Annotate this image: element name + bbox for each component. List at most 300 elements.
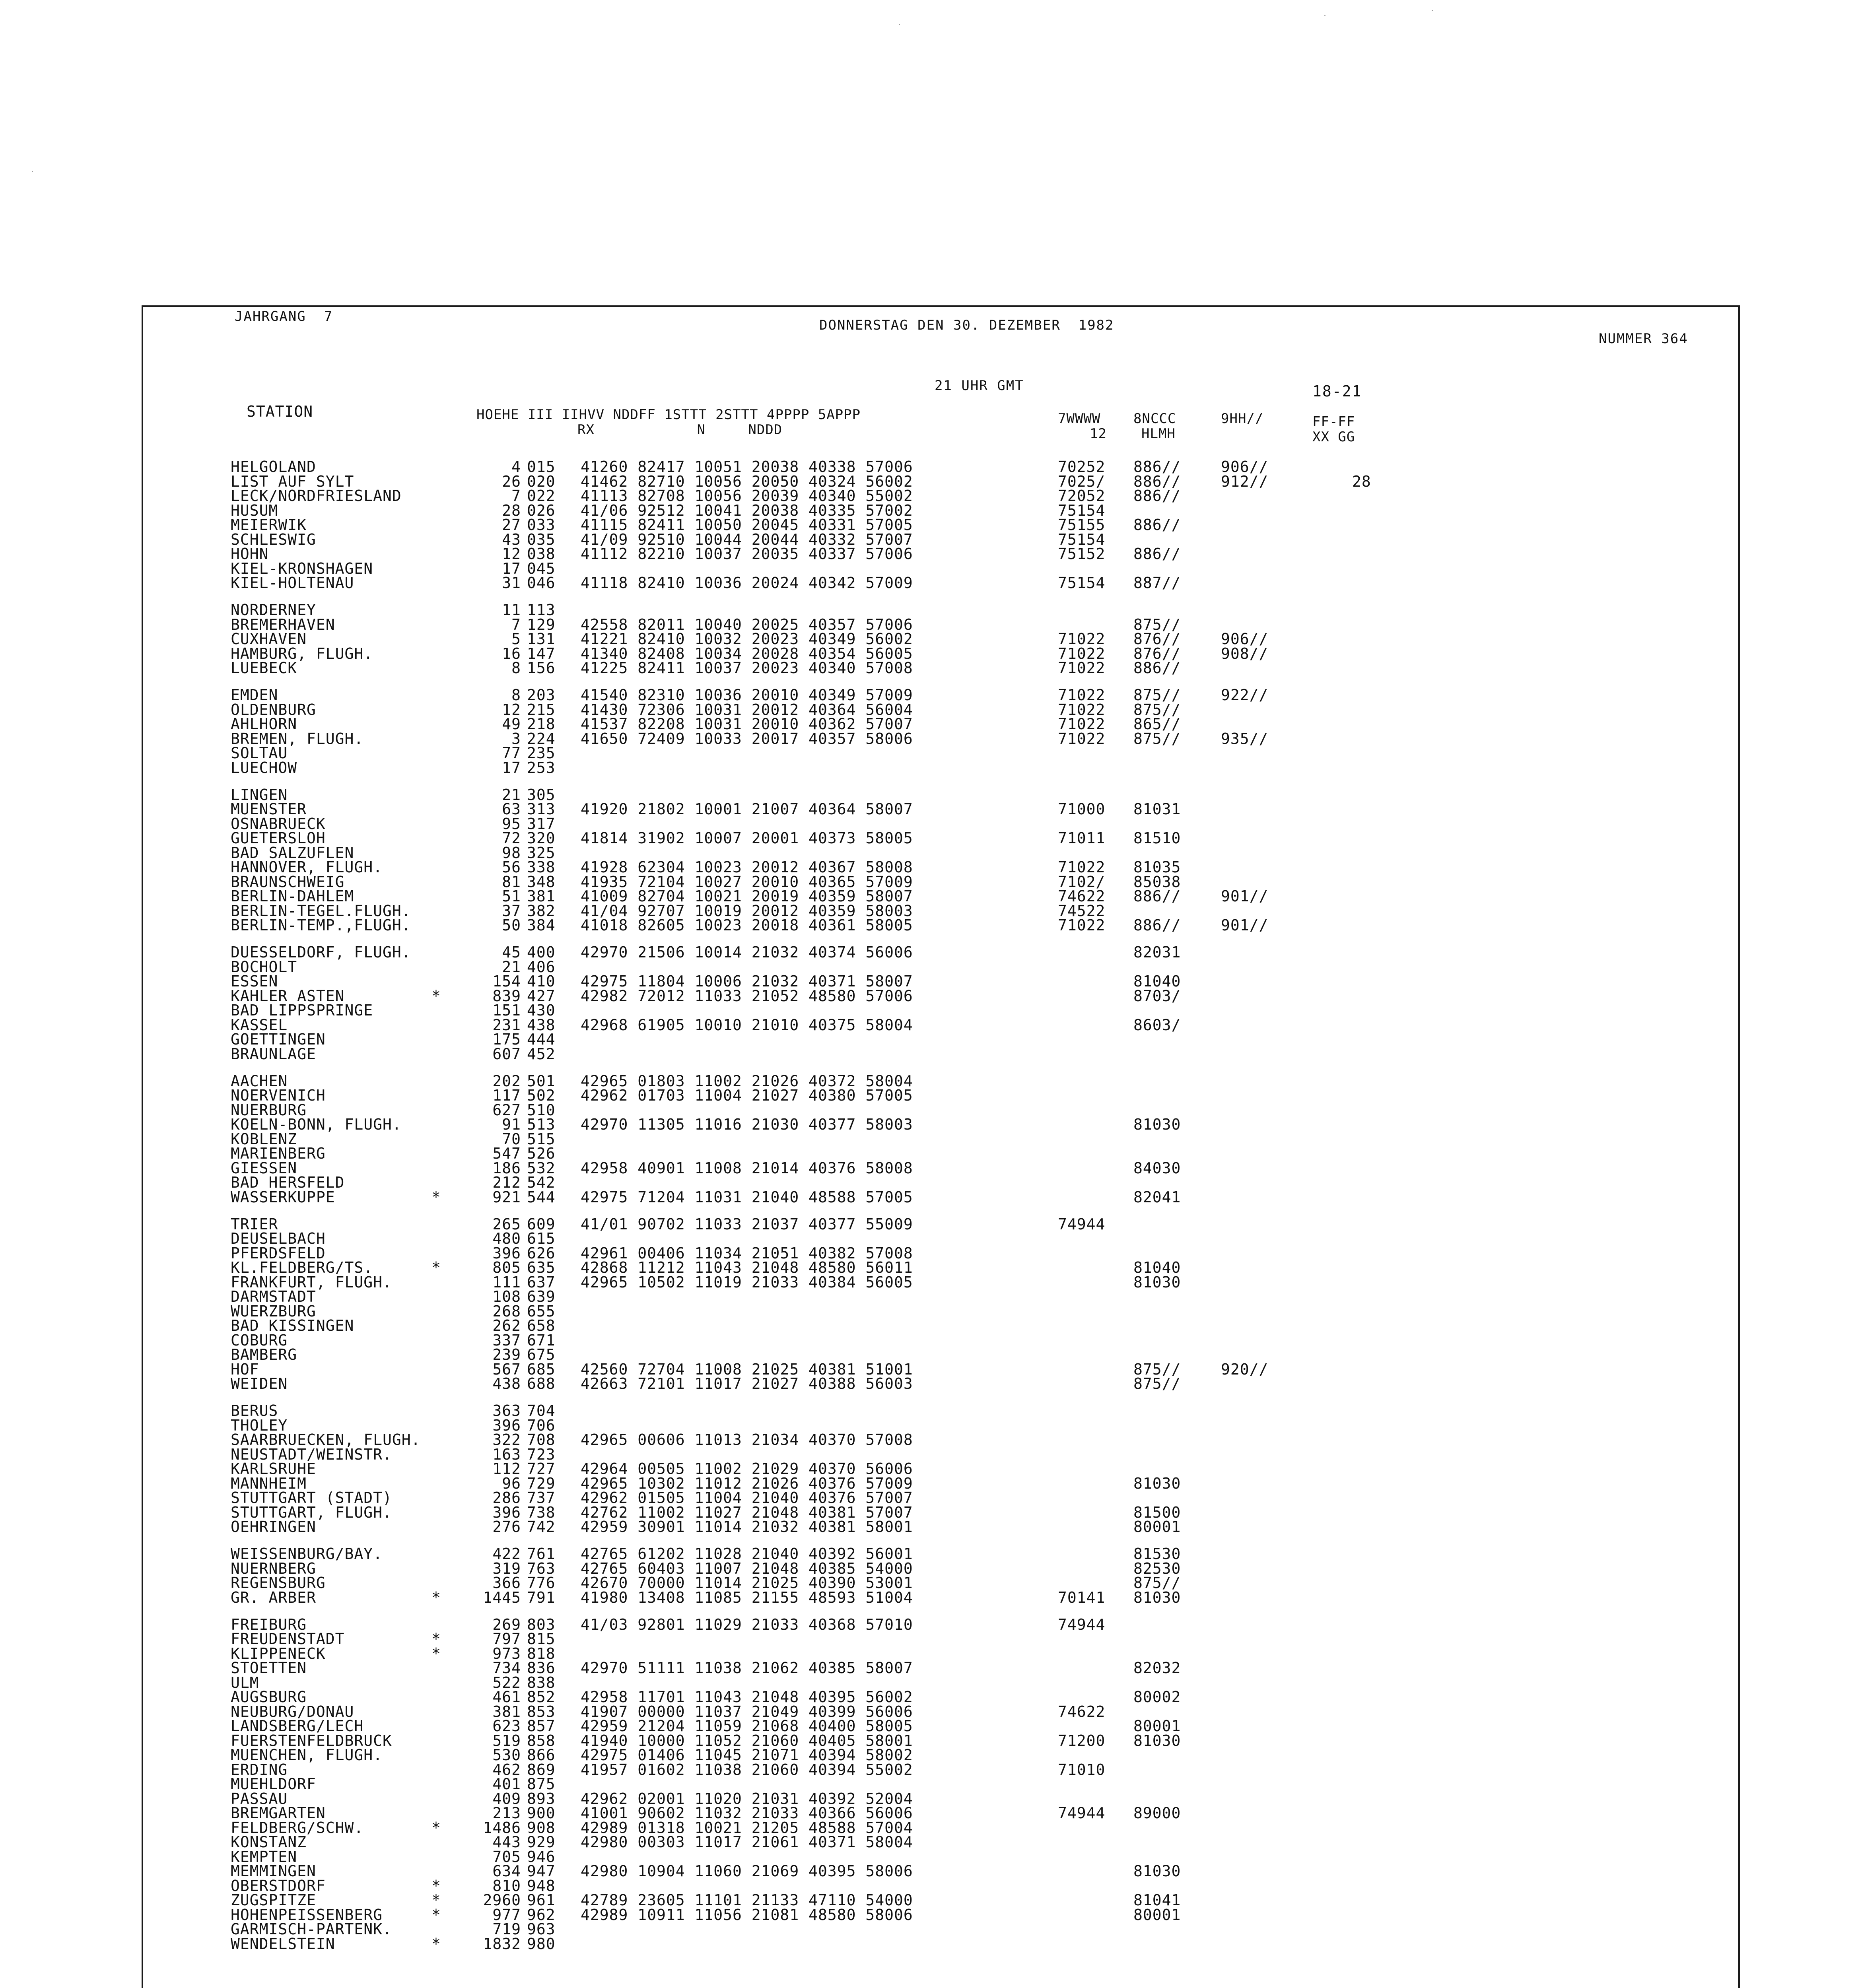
elevation: 623 (492, 1717, 521, 1735)
synop-groups: 41221 82410 10032 20023 40349 56002 (581, 630, 913, 648)
station-name: COBURG (231, 1332, 288, 1349)
group-8nccc: 875// (1133, 701, 1181, 718)
elevation: 17 (502, 759, 521, 777)
station-index: 430 (527, 1002, 556, 1019)
synop-groups: 42964 00505 11002 21029 40370 56006 (581, 1460, 913, 1477)
station-index: 635 (527, 1259, 556, 1276)
station-index: 655 (527, 1303, 556, 1320)
elevation: 3 (511, 730, 521, 747)
elevation: 111 (492, 1274, 521, 1291)
group-8nccc: 81030 (1133, 1475, 1181, 1492)
group-8nccc: 80001 (1133, 1717, 1181, 1735)
mountain-station-mark: * (431, 1645, 441, 1662)
elevation: 422 (492, 1545, 521, 1563)
station-name: BAMBERG (231, 1346, 297, 1363)
synop-groups: 41/09 92510 10044 20044 40332 57007 (581, 531, 913, 548)
group-7wwww: 7102/ (1058, 873, 1106, 891)
mountain-station-mark: * (431, 1259, 441, 1276)
elevation: 522 (492, 1674, 521, 1691)
station-index: 438 (527, 1016, 556, 1034)
group-8nccc: 81530 (1133, 1545, 1181, 1563)
station-index: 313 (527, 800, 556, 818)
station-index: 947 (527, 1862, 556, 1880)
group-7wwww: 75152 (1058, 545, 1106, 563)
table-row (143, 1045, 1495, 1063)
elevation: 734 (492, 1659, 521, 1677)
column-header-7wwww-sub: 12 (1090, 426, 1107, 442)
group-8nccc: 81040 (1133, 1259, 1181, 1276)
station-index: 147 (527, 645, 556, 662)
elevation: 363 (492, 1402, 521, 1419)
station-index: 203 (527, 686, 556, 704)
synop-groups: 42975 11804 10006 21032 40371 58007 (581, 973, 913, 990)
station-index: 382 (527, 902, 556, 920)
synop-groups: 41537 82208 10031 20010 40362 57007 (581, 715, 913, 733)
group-8nccc: 875// (1133, 730, 1181, 747)
elevation: 4 (511, 458, 521, 476)
group-9hh: 901// (1221, 916, 1269, 934)
station-name: KONSTANZ (231, 1833, 307, 1851)
mountain-station-mark: * (431, 1819, 441, 1837)
station-name: MUENSTER (231, 800, 307, 818)
group-7wwww: 70141 (1058, 1589, 1106, 1606)
station-index: 235 (527, 744, 556, 762)
elevation: 319 (492, 1560, 521, 1577)
station-name: PASSAU (231, 1790, 288, 1807)
elevation: 212 (492, 1174, 521, 1191)
synop-groups: 42962 02001 11020 21031 40392 52004 (581, 1790, 913, 1807)
station-index: 046 (527, 574, 556, 592)
station-name: MEIERWIK (231, 516, 307, 534)
elevation: 366 (492, 1574, 521, 1592)
elevation: 98 (502, 844, 521, 862)
group-8nccc: 886// (1133, 473, 1181, 490)
station-index: 688 (527, 1375, 556, 1392)
synop-groups: 41/04 92707 10019 20012 40359 58003 (581, 902, 913, 920)
elevation: 443 (492, 1833, 521, 1851)
station-name: THOLEY (231, 1417, 288, 1434)
station-index: 218 (527, 715, 556, 733)
mountain-station-mark: * (431, 1589, 441, 1606)
station-name: ULM (231, 1674, 259, 1691)
group-8nccc: 886// (1133, 659, 1181, 677)
column-header-7wwww: 7WWWW (1058, 411, 1101, 427)
column-header-main-line2: RX N NDDD (577, 422, 783, 438)
station-name: KLIPPENECK (231, 1645, 326, 1662)
group-8nccc: 82041 (1133, 1188, 1181, 1206)
group-9hh: 920// (1221, 1361, 1269, 1378)
synop-groups: 41018 82605 10023 20018 40361 58005 (581, 916, 913, 934)
station-name: EMDEN (231, 686, 278, 704)
group-7wwww: 75155 (1058, 516, 1106, 534)
group-8nccc: 886// (1133, 887, 1181, 905)
station-index: 853 (527, 1703, 556, 1720)
station-index: 637 (527, 1274, 556, 1291)
elevation: 63 (502, 800, 521, 818)
station-name: LINGEN (231, 786, 288, 804)
station-name: ERDING (231, 1761, 288, 1778)
station-name: OEHRINGEN (231, 1518, 316, 1536)
elevation: 973 (492, 1645, 521, 1662)
station-name: BREMERHAVEN (231, 616, 335, 633)
group-8nccc: 81030 (1133, 1274, 1181, 1291)
station-index: 452 (527, 1045, 556, 1063)
elevation: 269 (492, 1616, 521, 1633)
station-name: BOCHOLT (231, 958, 297, 976)
station-index: 325 (527, 844, 556, 862)
station-name: OLDENBURG (231, 701, 316, 718)
station-index: 708 (527, 1431, 556, 1448)
synop-groups: 41225 82411 10037 20023 40340 57008 (581, 659, 913, 677)
group-8nccc: 886// (1133, 545, 1181, 563)
station-index: 038 (527, 545, 556, 563)
station-index: 869 (527, 1761, 556, 1778)
elevation: 810 (492, 1877, 521, 1895)
synop-groups: 42958 40901 11008 21014 40376 58008 (581, 1159, 913, 1177)
station-name: PFERDSFELD (231, 1244, 326, 1262)
station-index: 156 (527, 659, 556, 677)
station-name: BAD KISSINGEN (231, 1317, 354, 1334)
station-name: GOETTINGEN (231, 1031, 326, 1048)
synop-groups: 41980 13408 11085 21155 48593 51004 (581, 1589, 913, 1606)
synop-groups: 42560 72704 11008 21025 40381 51001 (581, 1361, 913, 1378)
table-frame (142, 305, 1740, 1988)
station-name: BAD HERSFELD (231, 1174, 345, 1191)
station-name: KEMPTEN (231, 1848, 297, 1866)
station-name: HOF (231, 1361, 259, 1378)
column-header-station: STATION (247, 403, 313, 420)
elevation: 8 (511, 659, 521, 677)
elevation: 839 (492, 987, 521, 1005)
elevation: 268 (492, 1303, 521, 1320)
group-7wwww: 74944 (1058, 1215, 1106, 1233)
station-index: 961 (527, 1891, 556, 1909)
station-name: FRANKFURT, FLUGH. (231, 1274, 392, 1291)
station-name: NORDERNEY (231, 601, 316, 619)
group-9hh: 901// (1221, 887, 1269, 905)
station-index: 639 (527, 1288, 556, 1305)
station-index: 900 (527, 1804, 556, 1822)
station-index: 317 (527, 815, 556, 833)
synop-groups: 42965 10502 11019 21033 40384 56005 (581, 1274, 913, 1291)
elevation: 977 (492, 1906, 521, 1924)
elevation: 286 (492, 1489, 521, 1507)
station-index: 763 (527, 1560, 556, 1577)
station-name: BRAUNLAGE (231, 1045, 316, 1063)
station-index: 723 (527, 1446, 556, 1463)
station-name: MEMMINGEN (231, 1862, 316, 1880)
synop-groups: 42868 11212 11043 21048 48580 56011 (581, 1259, 913, 1276)
station-index: 542 (527, 1174, 556, 1191)
elevation: 8 (511, 686, 521, 704)
station-index: 836 (527, 1659, 556, 1677)
elevation: 1832 (483, 1935, 521, 1953)
synop-groups: 42962 01505 11004 21040 40376 57007 (581, 1489, 913, 1507)
group-7wwww: 74622 (1058, 1703, 1106, 1720)
station-name: HANNOVER, FLUGH. (231, 858, 383, 876)
station-name: BRAUNSCHWEIG (231, 873, 345, 891)
synop-groups: 41928 62304 10023 20012 40367 58008 (581, 858, 913, 876)
synop-groups: 41907 00000 11037 21049 40399 56006 (581, 1703, 913, 1720)
synop-groups: 42975 01406 11045 21071 40394 58002 (581, 1746, 913, 1764)
table-row (143, 574, 1495, 592)
station-name: STOETTEN (231, 1659, 307, 1677)
station-index: 035 (527, 531, 556, 548)
station-index: 400 (527, 944, 556, 961)
station-index: 948 (527, 1877, 556, 1895)
station-index: 033 (527, 516, 556, 534)
station-index: 962 (527, 1906, 556, 1924)
station-index: 609 (527, 1215, 556, 1233)
scan-speck (1432, 10, 1433, 11)
elevation: 276 (492, 1518, 521, 1536)
station-name: REGENSBURG (231, 1574, 326, 1592)
synop-groups: 41001 90602 11032 21033 40366 56006 (581, 1804, 913, 1822)
station-name: LUEBECK (231, 659, 297, 677)
group-8nccc: 81035 (1133, 858, 1181, 876)
elevation: 112 (492, 1460, 521, 1477)
elevation: 519 (492, 1732, 521, 1749)
group-8nccc: 81041 (1133, 1891, 1181, 1909)
synop-groups: 41462 82710 10056 20050 40324 56002 (581, 473, 913, 490)
synop-groups: 42965 00606 11013 21034 40370 57008 (581, 1431, 913, 1448)
station-name: MARIENBERG (231, 1145, 326, 1162)
group-7wwww: 75154 (1058, 531, 1106, 548)
elevation: 21 (502, 958, 521, 976)
synop-groups: 42959 21204 11059 21068 40400 58005 (581, 1717, 913, 1735)
synop-groups: 42975 71204 11031 21040 48588 57005 (581, 1188, 913, 1206)
group-8nccc: 80002 (1133, 1688, 1181, 1706)
station-index: 515 (527, 1130, 556, 1148)
group-7wwww: 75154 (1058, 574, 1106, 592)
issue-number: NUMMER 364 (1599, 331, 1688, 347)
elevation: 70 (502, 1130, 521, 1148)
elevation: 91 (502, 1116, 521, 1133)
station-name: LUECHOW (231, 759, 297, 777)
group-8nccc: 886// (1133, 916, 1181, 934)
station-name: HOHN (231, 545, 269, 563)
station-name: FREUDENSTADT (231, 1630, 345, 1648)
station-index: 338 (527, 858, 556, 876)
synop-groups: 41957 01602 11038 21060 40394 55002 (581, 1761, 913, 1778)
elevation: 634 (492, 1862, 521, 1880)
group-7wwww: 71011 (1058, 829, 1106, 847)
station-index: 893 (527, 1790, 556, 1807)
elevation: 2960 (483, 1891, 521, 1909)
group-8nccc: 81030 (1133, 1589, 1181, 1606)
synop-groups: 42762 11002 11027 21048 40381 57007 (581, 1504, 913, 1521)
station-name: FREIBURG (231, 1616, 307, 1633)
synop-groups: 42989 10911 11056 21081 48580 58006 (581, 1906, 913, 1924)
station-name: STUTTGART (STADT) (231, 1489, 392, 1507)
synop-groups: 42958 11701 11043 21048 40395 56002 (581, 1688, 913, 1706)
station-index: 020 (527, 473, 556, 490)
synop-groups: 41540 82310 10036 20010 40349 57009 (581, 686, 913, 704)
station-name: KIEL-KRONSHAGEN (231, 560, 373, 577)
station-name: KAHLER ASTEN (231, 987, 345, 1005)
station-name: BREMGARTEN (231, 1804, 326, 1822)
group-8nccc: 89000 (1133, 1804, 1181, 1822)
station-index: 791 (527, 1589, 556, 1606)
group-8nccc: 81030 (1133, 1732, 1181, 1749)
mountain-station-mark: * (431, 1935, 441, 1953)
elevation: 1445 (483, 1589, 521, 1606)
synop-groups: 41430 72306 10031 20012 40364 56004 (581, 701, 913, 718)
synop-groups: 42961 00406 11034 21051 40382 57008 (581, 1244, 913, 1262)
group-8nccc: 875// (1133, 616, 1181, 633)
synop-groups: 42962 01703 11004 21027 40380 57005 (581, 1087, 913, 1104)
observation-time: 21 UHR GMT (935, 378, 1024, 394)
group-8nccc: 8703/ (1133, 987, 1181, 1005)
station-name: BERLIN-TEGEL.FLUGH. (231, 902, 411, 920)
station-index: 742 (527, 1518, 556, 1536)
station-index: 946 (527, 1848, 556, 1866)
elevation: 81 (502, 873, 521, 891)
station-name: GR. ARBER (231, 1589, 316, 1606)
station-index: 818 (527, 1645, 556, 1662)
scan-speck (32, 171, 33, 172)
elevation: 462 (492, 1761, 521, 1778)
elevation: 51 (502, 887, 521, 905)
table-row (143, 1375, 1495, 1392)
synop-groups: 42959 30901 11014 21032 40381 58001 (581, 1518, 913, 1536)
station-name: KOBLENZ (231, 1130, 297, 1148)
elevation: 56 (502, 858, 521, 876)
mountain-station-mark: * (431, 1630, 441, 1648)
elevation: 27 (502, 516, 521, 534)
column-header-main-line1: HOEHE III IIHVV NDDFF 1STTT 2STTT 4PPPP 5APPP (476, 407, 861, 423)
station-index: 803 (527, 1616, 556, 1633)
elevation: 28 (502, 502, 521, 519)
group-8nccc: 887// (1133, 574, 1181, 592)
group-7wwww: 75154 (1058, 502, 1106, 519)
synop-groups: 41/06 92512 10041 20038 40335 57002 (581, 502, 913, 519)
synop-groups: 41118 82410 10036 20024 40342 57009 (581, 574, 913, 592)
elevation: 239 (492, 1346, 521, 1363)
station-index: 384 (527, 916, 556, 934)
station-index: 761 (527, 1545, 556, 1563)
group-ff: 28 (1352, 473, 1371, 490)
group-7wwww: 71022 (1058, 659, 1106, 677)
station-index: 320 (527, 829, 556, 847)
synop-groups: 41115 82411 10050 20045 40331 57005 (581, 516, 913, 534)
column-header-8nccc-sub: HLMH (1141, 426, 1176, 442)
synop-groups: 41113 82708 10056 20039 40340 55002 (581, 487, 913, 505)
station-name: SAARBRUECKEN, FLUGH. (231, 1431, 421, 1448)
group-8nccc: 81500 (1133, 1504, 1181, 1521)
column-header-8nccc: 8NCCC (1133, 411, 1176, 427)
elevation: 163 (492, 1446, 521, 1463)
elevation: 262 (492, 1317, 521, 1334)
synop-groups: 42789 23605 11101 21133 47110 54000 (581, 1891, 913, 1909)
mountain-station-mark: * (431, 1877, 441, 1895)
elevation: 49 (502, 715, 521, 733)
station-name: ZUGSPITZE (231, 1891, 316, 1909)
group-8nccc: 81040 (1133, 973, 1181, 990)
station-name: BERLIN-TEMP.,FLUGH. (231, 916, 411, 934)
elevation: 231 (492, 1016, 521, 1034)
group-8nccc: 875// (1133, 1375, 1181, 1392)
synop-groups: 42670 70000 11014 21025 40390 53001 (581, 1574, 913, 1592)
station-index: 348 (527, 873, 556, 891)
elevation: 108 (492, 1288, 521, 1305)
station-name: LECK/NORDFRIESLAND (231, 487, 402, 505)
station-index: 045 (527, 560, 556, 577)
station-index: 866 (527, 1746, 556, 1764)
group-8nccc: 80001 (1133, 1906, 1181, 1924)
elevation: 154 (492, 973, 521, 990)
elevation: 337 (492, 1332, 521, 1349)
issue-date: DONNERSTAG DEN 30. DEZEMBER 1982 (819, 317, 1114, 333)
station-index: 026 (527, 502, 556, 519)
station-name: SCHLESWIG (231, 531, 316, 548)
station-index: 685 (527, 1361, 556, 1378)
mountain-station-mark: * (431, 987, 441, 1005)
station-index: 544 (527, 1188, 556, 1206)
station-index: 875 (527, 1775, 556, 1793)
elevation: 45 (502, 944, 521, 961)
station-name: SOLTAU (231, 744, 288, 762)
synop-groups: 42765 60403 11007 21048 40385 54000 (581, 1560, 913, 1577)
elevation: 213 (492, 1804, 521, 1822)
elevation: 50 (502, 916, 521, 934)
elevation: 401 (492, 1775, 521, 1793)
station-index: 908 (527, 1819, 556, 1837)
synop-groups: 41814 31902 10007 20001 40373 58005 (581, 829, 913, 847)
station-name: WEISSENBURG/BAY. (231, 1545, 383, 1563)
station-name: WENDELSTEIN (231, 1935, 335, 1953)
elevation: 117 (492, 1087, 521, 1104)
synop-groups: 41340 82408 10034 20028 40354 56005 (581, 645, 913, 662)
station-index: 510 (527, 1101, 556, 1119)
synop-groups: 42982 72012 11033 21052 48580 57006 (581, 987, 913, 1005)
synop-groups: 42970 51111 11038 21062 40385 58007 (581, 1659, 913, 1677)
elevation: 11 (502, 601, 521, 619)
elevation: 31 (502, 574, 521, 592)
synop-groups: 41260 82417 10051 20038 40338 57006 (581, 458, 913, 476)
scan-speck (899, 24, 900, 25)
station-index: 929 (527, 1833, 556, 1851)
synop-groups: 41/01 90702 11033 21037 40377 55009 (581, 1215, 913, 1233)
station-index: 381 (527, 887, 556, 905)
elevation: 409 (492, 1790, 521, 1807)
station-name: HOHENPEISSENBERG (231, 1906, 383, 1924)
station-index: 615 (527, 1230, 556, 1247)
synop-groups: 42765 61202 11028 21040 40392 56001 (581, 1545, 913, 1563)
table-row (143, 916, 1495, 934)
group-7wwww: 74522 (1058, 902, 1106, 920)
elevation: 547 (492, 1145, 521, 1162)
elevation: 438 (492, 1375, 521, 1392)
station-name: OSNABRUECK (231, 815, 326, 833)
station-index: 444 (527, 1031, 556, 1048)
synop-groups: 41935 72104 10027 20010 40365 57009 (581, 873, 913, 891)
station-name: TRIER (231, 1215, 278, 1233)
station-index: 963 (527, 1920, 556, 1938)
synop-groups: 42968 61905 10010 21010 40375 58004 (581, 1016, 913, 1034)
elevation: 797 (492, 1630, 521, 1648)
station-name: NUERNBERG (231, 1560, 316, 1577)
elevation: 7 (511, 487, 521, 505)
station-name: GARMISCH-PARTENK. (231, 1920, 392, 1938)
station-index: 410 (527, 973, 556, 990)
synop-groups: 42965 10302 11012 21026 40376 57009 (581, 1475, 913, 1492)
elevation: 921 (492, 1188, 521, 1206)
station-name: WUERZBURG (231, 1303, 316, 1320)
station-name: FUERSTENFELDBRUCK (231, 1732, 392, 1749)
synop-groups: 42970 21506 10014 21032 40374 56006 (581, 944, 913, 961)
station-index: 215 (527, 701, 556, 718)
